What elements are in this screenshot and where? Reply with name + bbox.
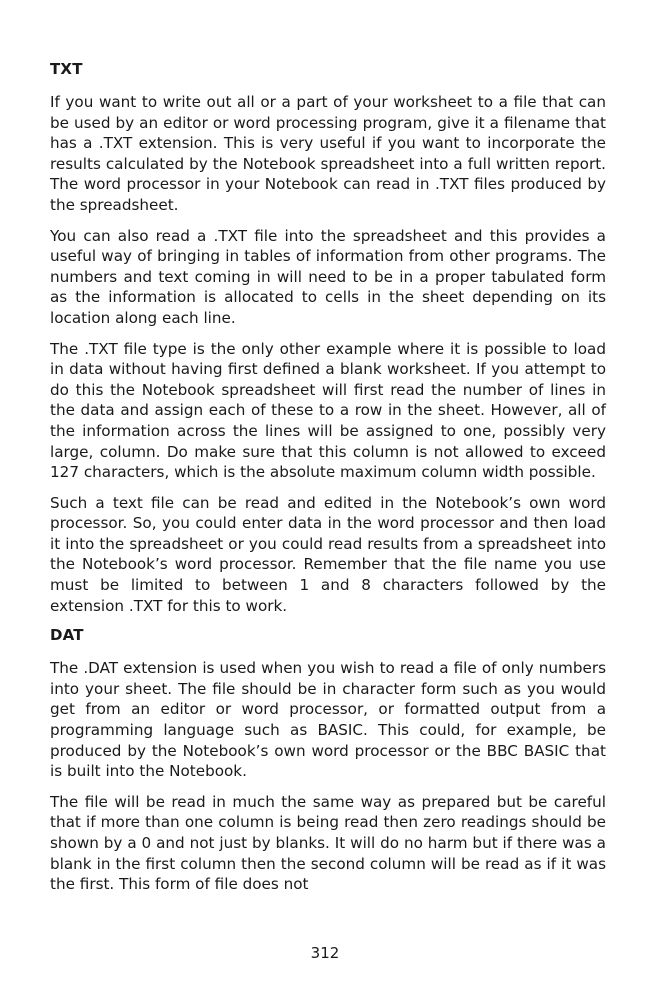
paragraph: The .TXT file type is the only other example where it is possible to load in data without having first defined a blank worksheet. If you attempt to do this the Notebook spreadsheet will first read the number of lines in the data and assign each of these to a row in the sheet. However, all of the information across the lines will be assigned to one, possibly very large, column. Do make sure that this column is not allowed to exceed 127 characters, which is the absolute maximum column width possible. <box>50 339 606 482</box>
paragraph: If you want to write out all or a part of your worksheet to a file that can be used by an editor or word processing program, give it a filename that has a .TXT extension. This is very useful if you want to incorporate the results calculated by the Notebook spreadsheet into a full written report. The word processor in your Notebook can read in .TXT files produced by the spreadsheet. <box>50 93 606 214</box>
section-heading-txt: TXT <box>50 60 83 78</box>
page-content <box>50 60 606 905</box>
paragraph: Such a text file can be read and edited in the Notebook’s own word processor. So, you could enter data in the word processor and then load it into the spreadsheet or you could read results from a spreadsheet into the Notebook’s word processor. Remember that the file name you use must be limited to between 1 and 8 characters followed by the extension .TXT for this to work. <box>50 493 606 615</box>
paragraph: The .DAT extension is used when you wish to read a file of only numbers into your sheet. The file should be in character form such as you would get from an editor or word processor, or formatted output from a programming language such as BASIC. This could, for example, be produced by the Notebook’s own word processor or the BBC BASIC that is built into the Notebook. <box>50 659 606 781</box>
page-number: 312 <box>310 944 340 962</box>
paragraph: The file will be read in much the same way as prepared but be careful that if more than one column is being read then zero readings should be shown by a 0 and not just by blanks. It will do no harm but if there was a blank in the first column then the second column will be read as if it was the first. This form of file does not <box>50 792 606 894</box>
section-heading-dat: DAT <box>50 626 84 645</box>
paragraph: You can also read a .TXT file into the spreadsheet and this provides a useful way of bringing in tables of information from other programs. The numbers and text coming in will need to be in a proper tabulated form as the information is allocated to cells in the sheet depending on its location along each line. <box>50 226 606 327</box>
